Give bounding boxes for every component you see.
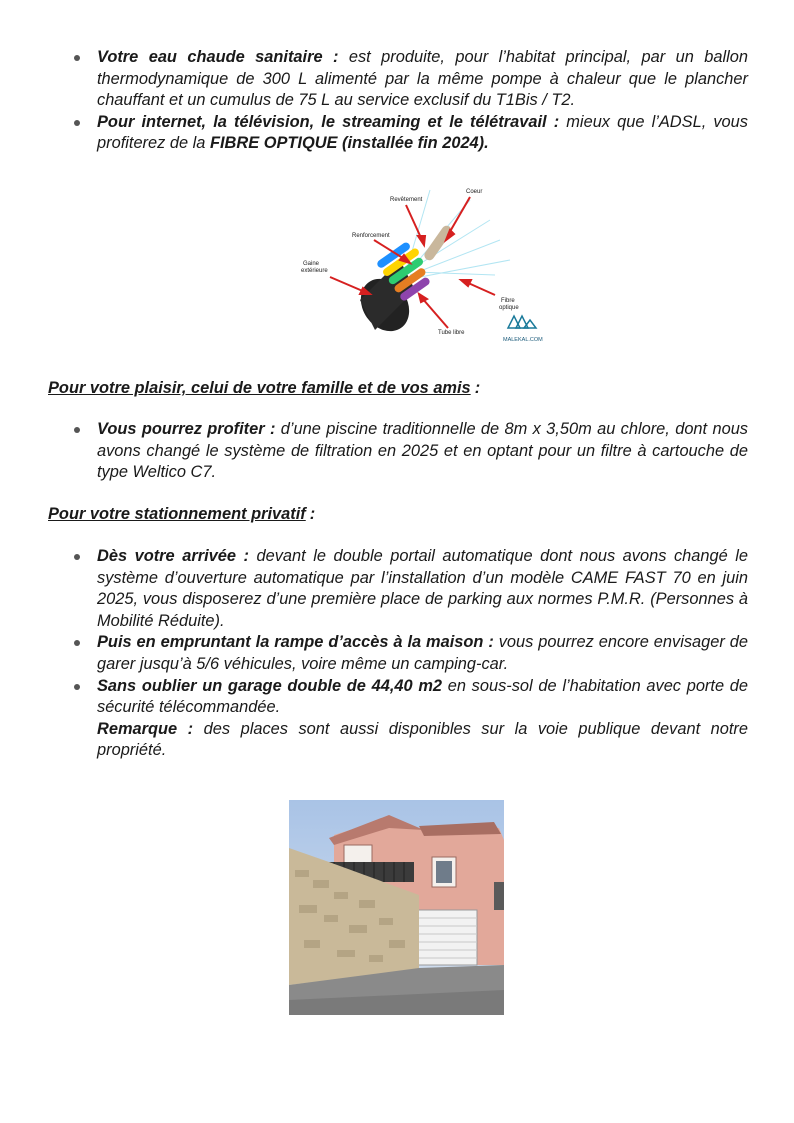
bullet-icon — [74, 55, 80, 61]
bullet-lead: Puis en empruntant la rampe d’accès à la maison : — [97, 633, 494, 652]
label-fibre-1: Fibre — [501, 298, 515, 304]
bullet-text: devant le double portail automatique dont nous avons changé le système d’ouverture automatique par l’installation d’un modèle CAME FAST 70 en juin 2025, vous disposerez d’une première place de parking aux normes P.M.R. (Personnes à Mobilité Réduite). — [97, 547, 748, 630]
fiber-optic-diagram — [290, 180, 552, 355]
label-tube: Tube libre — [438, 330, 465, 336]
remark-text: des places sont aussi disponibles sur la voie publique devant notre propriété. — [97, 719, 748, 760]
bullet-lead: Dès votre arrivée : — [97, 547, 249, 565]
heading-colon: : — [474, 379, 481, 397]
list-item-ramp — [70, 632, 748, 675]
bullet-text: vous pourrez encore envisager de garer jusqu’à 5/6 véhicules, voire même un camping-car. — [97, 633, 748, 673]
bullet-lead: Sans oublier un garage double de 44,40 m2 — [97, 676, 443, 695]
label-revetement: Revêtement — [390, 197, 423, 203]
bullet-text: d’une piscine traditionnelle de 8m x 3,50m au chlore, dont nous avons changé le système de filtration en 2025 et en optant pour un filtre à cartouche de type Weltico C7. — [97, 420, 748, 482]
label-gaine-2: extérieure — [301, 268, 328, 274]
heading-text: Pour votre stationnement privatif — [48, 505, 306, 523]
section-heading-stationnement — [48, 505, 315, 524]
remark — [97, 719, 748, 762]
bullet-icon — [74, 120, 80, 126]
logo-text: MALEKAL.COM — [503, 337, 543, 343]
list-item-garage — [70, 676, 748, 762]
section-heading-plaisir — [48, 379, 480, 398]
heading-colon: : — [309, 505, 316, 523]
bullet-lead: Votre eau chaude sanitaire : — [97, 48, 339, 66]
list-item-hot-water — [70, 47, 748, 112]
top-bullet-list — [70, 47, 748, 155]
bullet-lead: Pour internet, la télévision, le streaming et le télétravail : — [97, 112, 560, 131]
plaisir-bullet-list — [70, 419, 748, 484]
bullet-icon — [74, 554, 80, 560]
house-garage-photo — [289, 800, 504, 1015]
list-item-internet — [70, 112, 748, 155]
bullet-icon — [74, 684, 80, 690]
list-item-pool — [70, 419, 748, 484]
bullet-icon — [74, 640, 80, 646]
label-gaine-1: Gaine — [303, 261, 320, 267]
bullet-icon — [74, 427, 80, 433]
label-coeur: Coeur — [466, 189, 483, 195]
bullet-text: mieux que l’ADSL, vous profiterez de la — [97, 112, 748, 153]
label-fibre-2: optique — [499, 305, 519, 311]
list-item-arrival — [70, 546, 748, 632]
bullet-text: est produite, pour l’habitat principal, par un ballon thermodynamique de 300 L alimenté par la même pompe à chaleur que le plancher chauffant et un cumulus de 75 L au service exclusif du T1Bis / T2. — [97, 48, 748, 110]
bullet-strong: FIBRE OPTIQUE (installée fin 2024). — [209, 134, 489, 153]
remark-lead: Remarque : — [97, 719, 194, 738]
bullet-lead: Vous pourrez profiter : — [97, 420, 276, 438]
bullet-text: en sous-sol de l’habitation avec porte de sécurité télécommandée. — [97, 676, 748, 717]
stationnement-bullet-list — [70, 546, 748, 762]
label-renforcement: Renforcement — [352, 233, 390, 239]
heading-text: Pour votre plaisir, celui de votre famille et de vos amis — [48, 379, 471, 397]
